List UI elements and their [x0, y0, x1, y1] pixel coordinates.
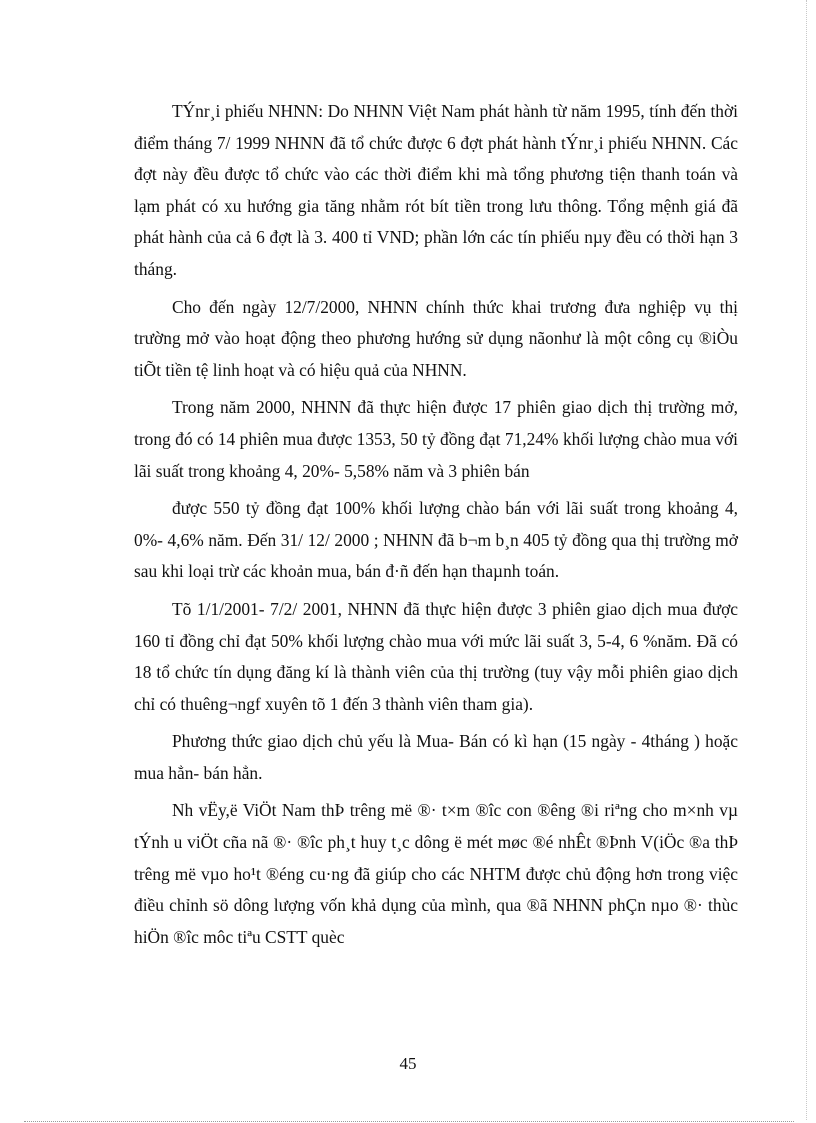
paragraph-year-2000-sessions: Trong năm 2000, NHNN đã thực hiện được 17 phiên giao dịch thị trường mở, trong đó có 14 phiên mua được 1353, 50 tỷ đồng đạt 71,24% khối lượng chào mua với lãi suất trong khoảng 4, 20%- 5,58% năm và 3 phiên bán — [134, 397, 738, 481]
page-bottom-border — [24, 1121, 794, 1122]
paragraph-conclusion: Nh vËy,ë ViÖt Nam thÞ trêng më ®· t×m ®îc con ®êng ®i riªng cho m×nh vµ tÝnh u viÖt cña nã ®· ®îc ph¸t huy t¸c dông ë mét møc ®é nhÊt ®Þnh V(iÖc ®a thÞ trêng më vµo ho¹t ®éng cu·ng đã giúp cho các NHTM được chủ động hơn trong việc điều chỉnh sö dông lượng vốn khả dụng của mình, qua ®ã NHNN phÇn nµo ®· thùc hiÖn ®îc môc tiªu CSTT quèc — [134, 800, 738, 947]
paragraph-year-2001-sessions: Tõ 1/1/2001- 7/2/ 2001, NHNN đã thực hiện được 3 phiên giao dịch mua được 160 tỉ đồng chỉ đạt 50% khối lượng chào mua với mức lãi suất 3, 5-4, 6 %năm. Đã có 18 tổ chức tín dụng đăng kí là thành viên của thị trường (tuy vậy mỗi phiên giao dịch chỉ có thuêng¬ngf xuyên tõ 1 đến 3 thành viên tham gia). — [134, 598, 738, 714]
paragraph-transaction-method: Phương thức giao dịch chủ yếu là Mua- Bán có kì hạn (15 ngày - 4tháng ) hoặc mua hẳn- bán hẳn. — [134, 731, 738, 783]
body-text — [134, 96, 738, 959]
paragraph-treasury-bills: TÝnr¸i phiếu NHNN: Do NHNN Việt Nam phát hành từ năm 1995, tính đến thời điểm tháng 7/ 1999 NHNN đã tổ chức được 6 đợt phát hành tÝnr¸i phiếu NHNN. Các đợt này đều được tổ chức vào các thời điểm khi mà tổng phương tiện thanh toán và lạm phát có xu hướng gia tăng nhằm rót bít tiền trong lưu thông. Tổng mệnh giá đã phát hành của cả 6 đợt là 3. 400 tỉ VND; phần lớn các tín phiếu nµy đều có thời hạn 3 tháng. — [134, 101, 738, 279]
page-right-border — [806, 0, 807, 1120]
page-number: 45 — [399, 1054, 417, 1073]
paragraph-open-market-launch: Cho đến ngày 12/7/2000, NHNN chính thức khai trương đưa nghiệp vụ thị trường mở vào hoạt động theo phương hướng sử dụng nãonhư là một công cụ ®iÒu tiÕt tiền tệ linh hoạt và có hiệu quả của NHNN. — [134, 296, 738, 380]
paragraph-sales-results: được 550 tỷ đồng đạt 100% khối lượng chào bán với lãi suất trong khoảng 4, 0%- 4,6% năm. Đến 31/ 12/ 2000 ; NHNN đã b¬m b¸n 405 tỷ đồng qua thị trường mở sau khi loại trừ các khoản mua, bán đ·ñ đến hạn thaµnh toán. — [134, 498, 738, 582]
